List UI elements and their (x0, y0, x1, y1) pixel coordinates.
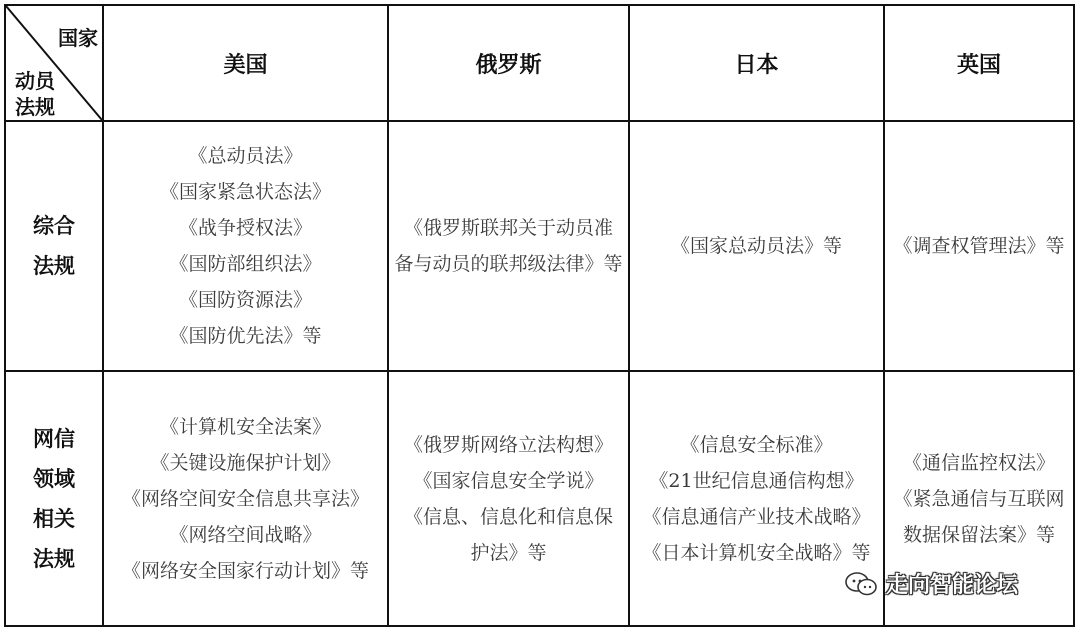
comparison-table (4, 4, 1075, 627)
law-entry: 《信息安全标准》 (680, 433, 833, 456)
law-entry: 《通信监控权法》 (902, 451, 1055, 474)
law-entry: 《战争授权法》 (178, 217, 312, 239)
watermark (844, 568, 1018, 599)
column-header-usa: 美国 (223, 52, 268, 78)
row-header-cyber (6, 372, 102, 625)
law-entry: 《国防优先法》等 (169, 325, 322, 347)
law-entry: 《国家信息安全学说》 (413, 469, 604, 492)
law-entry: 备与动员的联邦级法律》等 (394, 253, 623, 275)
cell-russia-comprehensive (389, 122, 628, 370)
law-entry: 《国家总动员法》等 (670, 235, 842, 257)
row-header-line: 相关 (33, 506, 75, 531)
law-entry: 《信息、信息化和信息保 (403, 505, 613, 528)
row-header-line: 综合 (33, 214, 75, 238)
corner-header-cell (6, 6, 102, 120)
row-header-line: 法规 (33, 546, 75, 571)
law-entry: 《网络空间安全信息共享法》 (121, 487, 369, 510)
column-header-uk: 英国 (956, 52, 1001, 78)
law-entry: 《调查权管理法》等 (893, 235, 1065, 257)
law-entry: 《21世纪信息通信构想》 (649, 469, 864, 492)
law-entry: 《国家紧急状态法》 (159, 181, 331, 203)
law-entry: 数据保留法案》等 (902, 523, 1055, 546)
cell-japan-comprehensive (630, 122, 883, 370)
cell-usa-comprehensive (104, 122, 387, 370)
cell-uk-comprehensive (885, 122, 1073, 370)
corner-law-label-line: 法规 (15, 95, 55, 119)
law-entry: 《日本计算机安全战略》等 (642, 541, 871, 564)
row-header-line: 网信 (33, 426, 75, 451)
row-header-comprehensive (6, 122, 102, 370)
chat-bubbles-icon (844, 570, 878, 598)
corner-law-label-line: 动员 (15, 69, 55, 93)
law-entry: 《紧急通信与互联网 (893, 487, 1065, 510)
law-entry: 《国防资源法》 (178, 289, 312, 311)
law-entry: 《关键设施保护计划》 (150, 451, 341, 474)
row-header-line: 法规 (33, 254, 75, 278)
law-entry: 《俄罗斯联邦关于动员准 (403, 217, 613, 239)
corner-law-label (12, 68, 58, 120)
law-entry: 《网络空间战略》 (169, 523, 322, 546)
cell-russia-cyber (389, 372, 628, 625)
law-entry: 《网络安全国家行动计划》等 (121, 559, 369, 582)
corner-country-label: 国家 (58, 26, 98, 50)
row-header-line: 领域 (33, 466, 75, 491)
law-entry: 《国防部组织法》 (169, 253, 322, 275)
watermark-text: 走向智能论坛 (886, 573, 1019, 598)
law-entry: 《总动员法》 (188, 145, 303, 167)
column-header-russia: 俄罗斯 (475, 52, 542, 78)
cell-usa-cyber (104, 372, 387, 625)
law-entry: 《计算机安全法案》 (159, 415, 331, 438)
column-header-japan: 日本 (734, 52, 779, 78)
law-entry: 《俄罗斯网络立法构想》 (403, 433, 613, 456)
law-entry: 护法》等 (470, 541, 547, 564)
law-entry: 《信息通信产业技术战略》 (642, 505, 871, 528)
